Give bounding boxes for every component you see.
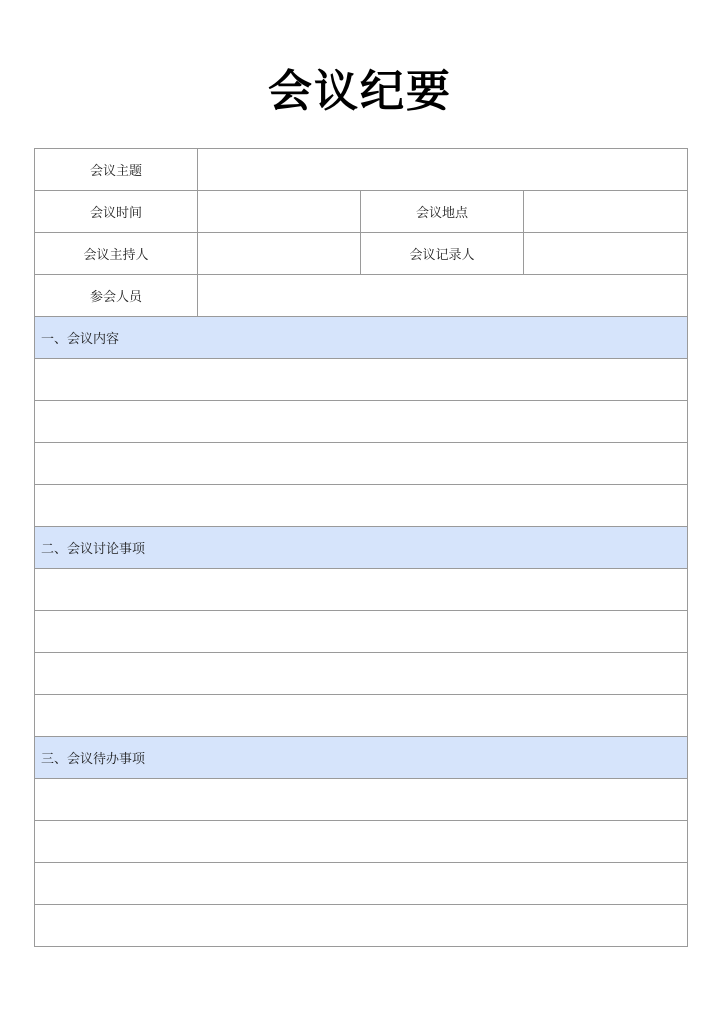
attendees-label: 参会人员 [35,275,198,317]
time-location-row [35,191,688,233]
location-field[interactable] [524,191,688,233]
todo-line-field[interactable] [35,821,688,863]
todo-line-row [35,863,688,905]
discussion-line-field[interactable] [35,611,688,653]
topic-label: 会议主题 [35,149,198,191]
content-line-field[interactable] [35,443,688,485]
time-field[interactable] [198,191,361,233]
time-label: 会议时间 [35,191,198,233]
content-line-row [35,359,688,401]
section-heading-row [35,527,688,569]
section-heading-todo: 三、会议待办事项 [35,737,688,779]
section-heading-content: 一、会议内容 [35,317,688,359]
content-line-field[interactable] [35,401,688,443]
discussion-line-field[interactable] [35,653,688,695]
discussion-line-field[interactable] [35,695,688,737]
content-line-field[interactable] [35,485,688,527]
topic-field[interactable] [198,149,688,191]
todo-line-field[interactable] [35,863,688,905]
section-heading-discussion: 二、会议讨论事项 [35,527,688,569]
section-heading-row [35,737,688,779]
todo-line-row [35,905,688,947]
attendees-field[interactable] [198,275,688,317]
recorder-field[interactable] [524,233,688,275]
todo-line-row [35,779,688,821]
topic-row [35,149,688,191]
discussion-line-row [35,611,688,653]
location-label: 会议地点 [361,191,524,233]
attendees-row [35,275,688,317]
todo-line-field[interactable] [35,905,688,947]
content-line-field[interactable] [35,359,688,401]
section-heading-row [35,317,688,359]
content-line-row [35,485,688,527]
discussion-line-row [35,569,688,611]
host-field[interactable] [198,233,361,275]
host-label: 会议主持人 [35,233,198,275]
host-recorder-row [35,233,688,275]
content-line-row [35,401,688,443]
content-line-row [35,443,688,485]
todo-line-row [35,821,688,863]
discussion-line-row [35,695,688,737]
meeting-minutes-table [34,148,688,947]
recorder-label: 会议记录人 [361,233,524,275]
page-title: 会议纪要 [268,66,452,117]
discussion-line-field[interactable] [35,569,688,611]
discussion-line-row [35,653,688,695]
todo-line-field[interactable] [35,779,688,821]
